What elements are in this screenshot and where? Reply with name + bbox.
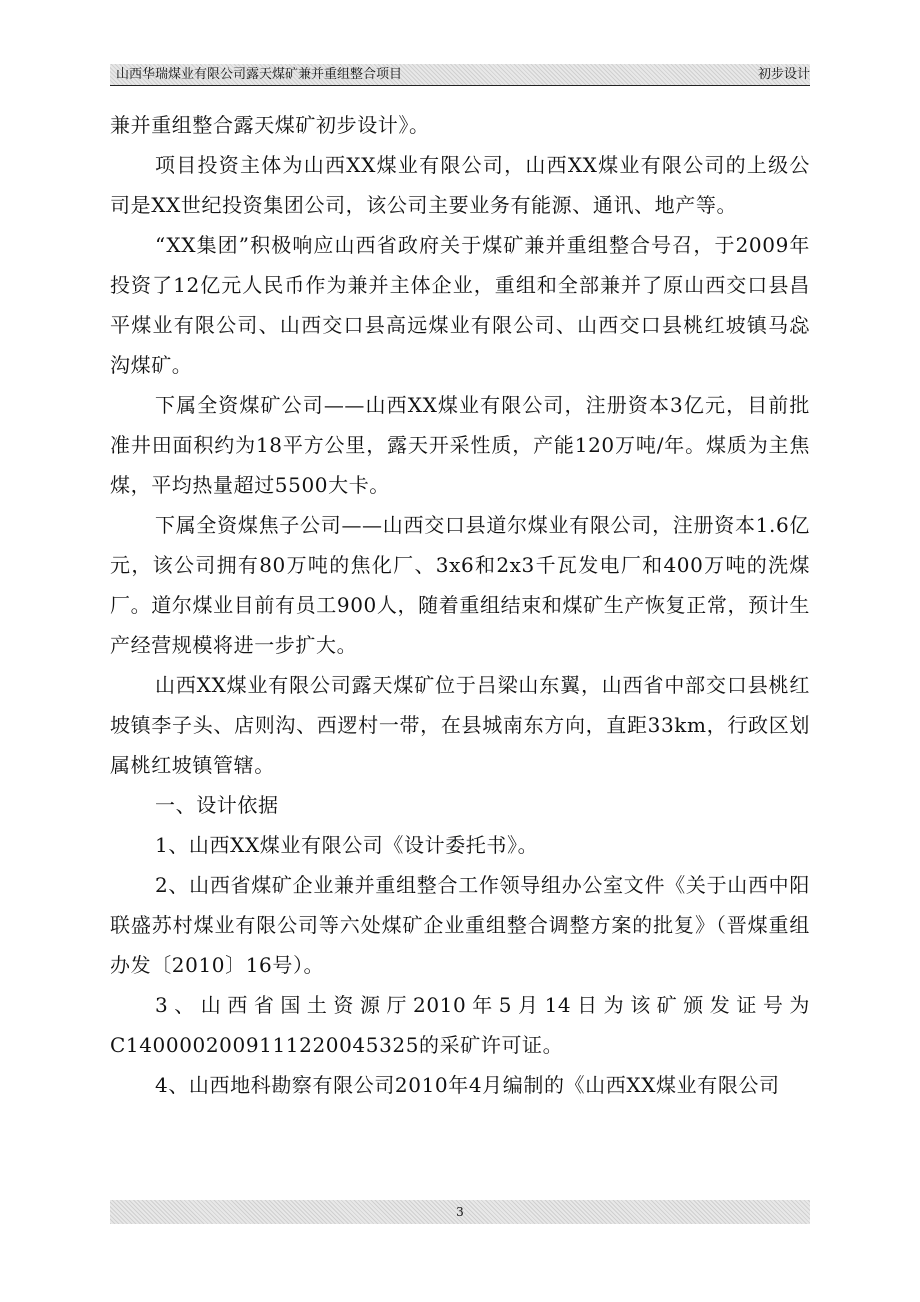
paragraph-investor: 项目投资主体为山西XX煤业有限公司，山西XX煤业有限公司的上级公司是XX世纪投资集团公司，该公司主要业务有能源、通讯、地产等。 [110,153,810,217]
section-heading: 一、设计依据 [155,793,279,817]
paragraph-coke-company: 下属全资煤焦子公司——山西交口县道尔煤业有限公司，注册资本1.6亿元，该公司拥有80万吨的焦化厂、3x6和2x3千瓦发电厂和400万吨的洗煤厂。道尔煤业目前有员工900人，随着重组结束和煤矿生产恢复正常，预计生产经营规模将进一步扩大。 [110,513,810,657]
header-section: 初步设计 [757,67,810,82]
basis-item-1: 1、山西XX煤业有限公司《设计委托书》。 [155,833,539,857]
paragraph-group-merger: “XX集团”积极响应山西省政府关于煤矿兼并重组整合号召，于2009年投资了12亿元人民币作为兼并主体企业，重组和全部兼并了原山西交口县昌平煤业有限公司、山西交口县高远煤业有限公司、山西交口县桃红坡镇马惢沟煤矿。 [110,233,810,377]
page-number: 3 [456,1205,464,1219]
page-footer [110,1200,810,1224]
paragraph-coal-company: 下属全资煤矿公司——山西XX煤业有限公司，注册资本3亿元，目前批准井田面积约为18平方公里，露天开采性质，产能120万吨/年。煤质为主焦煤，平均热量超过5500大卡。 [110,393,810,497]
header-title: 山西华瑞煤业有限公司露天煤矿兼并重组整合项目 [116,67,403,82]
paragraph-continuation: 兼并重组整合露天煤矿初步设计》。 [110,113,430,137]
page-header [110,64,810,86]
paragraph-location: 山西XX煤业有限公司露天煤矿位于吕梁山东翼，山西省中部交口县桃红坡镇李子头、店则沟、西逻村一带，在县城南东方向，直距33km，行政区划属桃红坡镇管辖。 [110,673,810,777]
basis-item-2: 2、山西省煤矿企业兼并重组整合工作领导组办公室文件《关于山西中阳联盛苏村煤业有限公司等六处煤矿企业重组整合调整方案的批复》（晋煤重组办发〔2010〕16号）。 [110,873,810,977]
basis-item-4: 4、山西地科勘察有限公司2010年4月编制的《山西XX煤业有限公司 [155,1073,780,1097]
basis-item-3: 3、山西省国土资源厅2010年5月14日为该矿颁发证号为C1400002009111220045325的采矿许可证。 [110,993,810,1057]
document-body [110,105,810,1105]
